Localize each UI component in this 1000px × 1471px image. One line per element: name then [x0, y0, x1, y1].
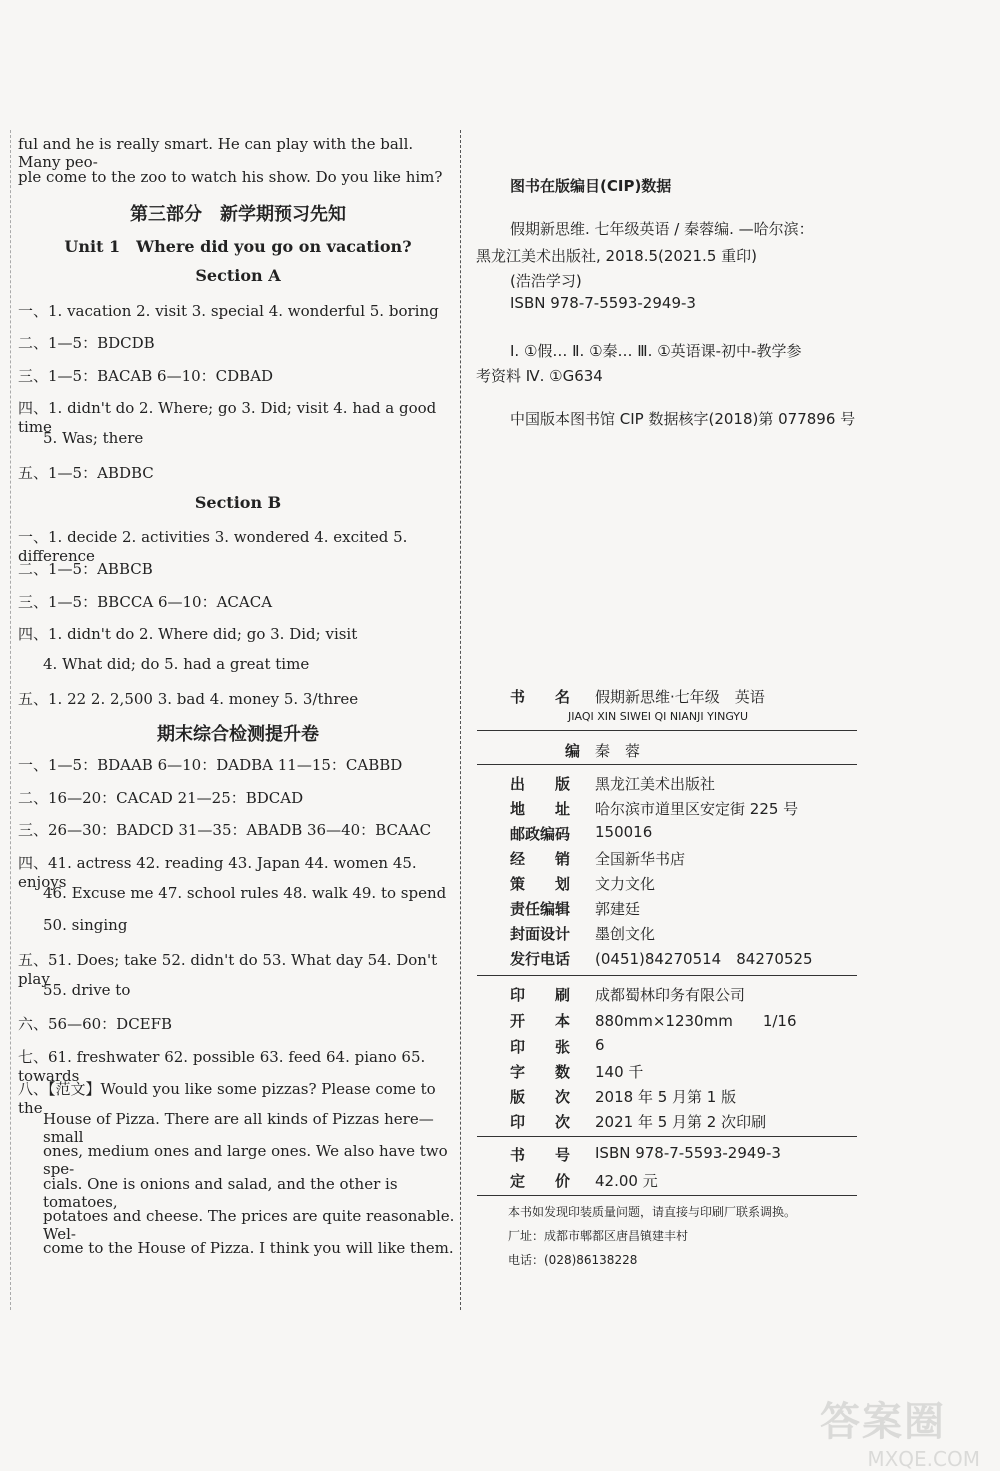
left-margin-line [10, 130, 11, 1310]
info-value: 140 千 [595, 1063, 644, 1081]
column-divider [460, 130, 461, 1310]
book-pinyin: JIAQI XIN SIWEI QI NIANJI YINGYU [568, 710, 749, 723]
cip-line: 假期新思维. 七年级英语 / 秦蓉编. —哈尔滨： [510, 220, 814, 238]
info-key: 策 划 [510, 875, 571, 893]
watermark-logo: 答案圈 [820, 1399, 946, 1445]
info-value: 42.00 元 [595, 1172, 658, 1190]
essay-line: 八、【范文】Would you like some pizzas? Please come to the [18, 1080, 436, 1117]
info-key: 邮政编码 [510, 825, 571, 843]
info-key: 责任编辑 [510, 900, 571, 918]
info-key: 书 号 [510, 1146, 571, 1164]
answer-line: 三、26—30：BADCD 31—35：ABADB 36—40：BCAAC [18, 821, 432, 839]
watermark [820, 1390, 990, 1471]
info-value: ISBN 978-7-5593-2949-3 [595, 1144, 781, 1162]
cip-title: 图书在版编目(CIP)数据 [510, 177, 672, 195]
rule [477, 975, 857, 976]
cip-line: 考资料 Ⅳ. ①G634 [476, 367, 603, 385]
answer-line: 五、1. 22 2. 2,500 3. bad 4. money 5. 3/three [18, 690, 359, 708]
section-a-title: Section A [195, 266, 281, 285]
answer-line: 5. Was; there [43, 429, 144, 447]
info-value: 墨创文化 [595, 925, 656, 943]
answer-line: 4. What did; do 5. had a great time [43, 655, 310, 673]
info-key: 开 本 [510, 1012, 571, 1030]
rule [477, 1136, 857, 1137]
essay-line: ones, medium ones and large ones. We also have two spe- [43, 1142, 448, 1178]
essay-line: House of Pizza. There are all kinds of Pizzas here—small [43, 1110, 434, 1146]
cip-line: Ⅰ. ①假… Ⅱ. ①秦… Ⅲ. ①英语课-初中-教学参 [510, 342, 802, 360]
info-value: 880mm×1230mm 1/16 [595, 1012, 797, 1030]
cip-line: ISBN 978-7-5593-2949-3 [510, 294, 696, 312]
info-value: 成都蜀林印务有限公司 [595, 986, 746, 1004]
info-key: 印 刷 [510, 986, 571, 1004]
info-value: 黑龙江美术出版社 [595, 775, 716, 793]
editor-key: 编 [565, 742, 581, 760]
answer-line: 二、16—20：CACAD 21—25：BDCAD [18, 789, 304, 807]
answer-line: 三、1—5：BACAB 6—10：CDBAD [18, 367, 274, 385]
info-key: 经 销 [510, 850, 571, 868]
cip-line: 黑龙江美术出版社, 2018.5(2021.5 重印) [476, 247, 757, 265]
answer-line: 五、51. Does; take 52. didn't do 53. What day 54. Don't play [18, 951, 438, 988]
info-value: 6 [595, 1036, 605, 1054]
info-value: 哈尔滨市道里区安定街 225 号 [595, 800, 799, 818]
info-key: 出 版 [510, 775, 571, 793]
answer-line: 六、56—60：DCEFB [18, 1015, 173, 1033]
rule [477, 730, 857, 731]
answer-line: 五、1—5：ABDBC [18, 464, 154, 482]
text-line: ple come to the zoo to watch his show. Do you like him? [18, 168, 443, 186]
answer-line: 三、1—5：BBCCA 6—10：ACACA [18, 593, 273, 611]
info-value: (0451)84270514 84270525 [595, 950, 813, 968]
essay-line: come to the House of Pizza. I think you will like them. [43, 1239, 454, 1257]
answer-line: 七、61. freshwater 62. possible 63. feed 64. piano 65. towards [18, 1048, 426, 1085]
rule [477, 764, 857, 765]
book-name-value: 假期新思维·七年级 英语 [595, 688, 765, 706]
cip-line: 中国版本图书馆 CIP 数据核字(2018)第 077896 号 [510, 410, 856, 428]
info-key: 封面设计 [510, 925, 571, 943]
info-value: 2018 年 5 月第 1 版 [595, 1088, 737, 1106]
info-key: 字 数 [510, 1063, 571, 1081]
answer-line: 二、1—5：BDCDB [18, 334, 155, 352]
answer-line: 55. drive to [43, 981, 131, 999]
cip-line: (浩浩学习) [510, 272, 582, 290]
info-key: 印 次 [510, 1113, 571, 1131]
note-line: 厂址：成都市郫都区唐昌镇建丰村 [508, 1229, 689, 1243]
note-line: 本书如发现印装质量问题，请直接与印刷厂联系调换。 [508, 1205, 797, 1219]
note-line: 电话：(028)86138228 [508, 1253, 638, 1267]
unit-title: Unit 1 Where did you go on vacation? [64, 237, 412, 256]
editor-value: 秦 蓉 [595, 742, 641, 760]
info-key: 印 张 [510, 1038, 571, 1056]
part-title: 第三部分 新学期预习先知 [130, 204, 346, 225]
essay-line: cials. One is onions and salad, and the other is tomatoes, [43, 1175, 398, 1211]
answer-line: 四、1. didn't do 2. Where did; go 3. Did; visit [18, 625, 358, 643]
info-value: 2021 年 5 月第 2 次印刷 [595, 1113, 767, 1131]
section-b-title: Section B [194, 493, 282, 512]
watermark-url: MXQE.COM [867, 1447, 980, 1471]
final-exam-title: 期末综合检测提升卷 [157, 724, 319, 745]
rule [477, 1195, 857, 1196]
info-key: 地 址 [510, 800, 571, 818]
info-value: 郭建廷 [595, 900, 641, 918]
info-key: 发行电话 [510, 950, 571, 968]
answer-line: 四、41. actress 42. reading 43. Japan 44. women 45. enjoys [18, 854, 417, 891]
text-line: ful and he is really smart. He can play with the ball. Many peo- [18, 135, 414, 171]
info-key: 版 次 [510, 1088, 571, 1106]
info-rows-1 [510, 773, 870, 973]
answer-line: 46. Excuse me 47. school rules 48. walk 49. to spend [43, 884, 447, 902]
info-key: 定 价 [510, 1172, 571, 1190]
answer-line: 二、1—5：ABBCB [18, 560, 153, 578]
essay-line: potatoes and cheese. The prices are quite reasonable. Wel- [43, 1207, 455, 1243]
info-value: 文力文化 [595, 875, 656, 893]
info-value: 150016 [595, 823, 653, 841]
answer-line: 一、1. vacation 2. visit 3. special 4. wonderful 5. boring [18, 302, 439, 320]
answer-line: 一、1. decide 2. activities 3. wondered 4. excited 5. difference [18, 528, 408, 565]
info-rows-2 [510, 984, 870, 1134]
answer-line: 四、1. didn't do 2. Where; go 3. Did; visit 4. had a good time [18, 399, 437, 436]
answer-line: 一、1—5：BDAAB 6—10：DADBA 11—15：CABBD [18, 756, 403, 774]
info-rows-3 [510, 1144, 870, 1199]
book-name-key: 书 名 [510, 688, 571, 706]
answer-line: 50. singing [43, 916, 128, 934]
info-value: 全国新华书店 [595, 850, 686, 868]
